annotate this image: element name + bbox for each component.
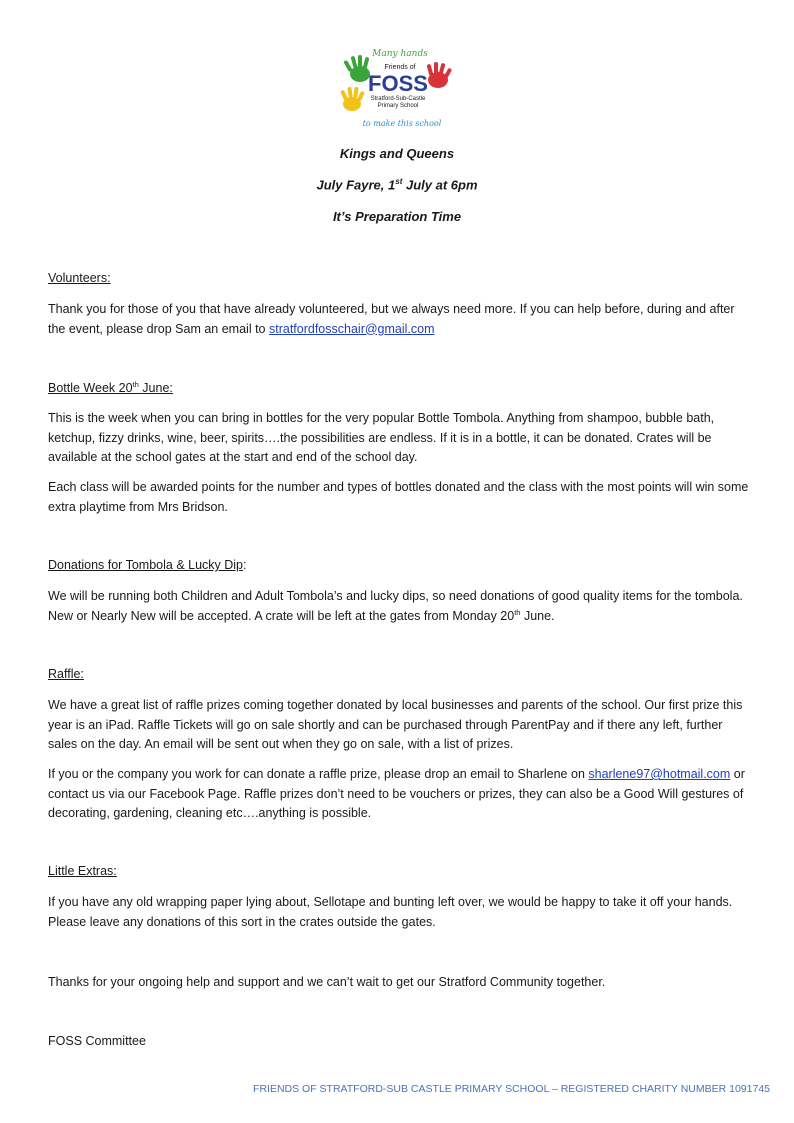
extras-heading: Little Extras:	[48, 864, 117, 878]
volunteers-text: Thank you for those of you that have already volunteered, but we always need more. If you can help before, during and after the event, please drop Sam an email to	[48, 302, 735, 336]
footer-charity-text: FRIENDS OF STRATFORD-SUB CASTLE PRIMARY SCHOOL – REGISTERED CHARITY NUMBER 1091745	[253, 1083, 770, 1095]
extras-paragraph: If you have any old wrapping paper lying about, Sellotape and bunting left over, we would be happy to take it off your hands. Please leave any donations of this sort in the crates outside the gates.	[48, 895, 733, 929]
raffle-paragraph-2	[48, 765, 753, 824]
bottle-week-paragraph-2: Each class will be awarded points for the number and types of bottles donated and the class with the most points will win some extra playtime from Mrs Bridson.	[48, 480, 749, 514]
raffle-heading: Raffle:	[48, 667, 84, 681]
logo-school-line1: Stratford-Sub-Castle	[370, 96, 426, 102]
donations-heading-colon: :	[243, 558, 247, 572]
donations-text-sup: th	[514, 607, 521, 617]
bottle-week-heading-prefix: Bottle Week 20	[48, 381, 133, 396]
logo-bottom-text: to make this school	[362, 119, 442, 128]
logo-school-line2: Primary School	[377, 103, 419, 109]
volunteers-email-link[interactable]: stratfordfosschair@gmail.com	[268, 321, 435, 336]
title-line2-sup: st	[395, 177, 403, 186]
bottle-week-heading-sup: th	[132, 380, 139, 389]
logo-top-text: Many hands	[372, 49, 428, 59]
yellow-hand-icon	[340, 87, 365, 111]
volunteers-paragraph	[48, 300, 753, 339]
title-line2-suffix: July at 6pm	[402, 177, 478, 193]
raffle-text-suffix: or contact us via our Facebook Page. Raffle prizes don’t need to be vouchers or prizes, they can also be a Good Will gestures of decorating, gardening, cleaning etc….anything is possible.	[48, 767, 745, 820]
title-kings-queens	[0, 146, 794, 161]
title-line1: Kings and Queens	[339, 146, 455, 161]
bottle-week-heading	[48, 380, 173, 395]
title-line2-prefix: July Fayre, 1	[316, 177, 396, 193]
donations-paragraph	[48, 587, 753, 626]
closing-thanks: Thanks for your ongoing help and support and we can’t wait to get our Stratford Community together.	[48, 975, 606, 989]
green-hand-icon	[343, 55, 370, 82]
title-preparation	[0, 209, 794, 224]
donations-heading	[48, 558, 247, 572]
bottle-week-heading-suffix: June:	[138, 381, 173, 396]
volunteers-heading: Volunteers:	[48, 271, 111, 285]
raffle-text-prefix: If you or the company you work for can donate a raffle prize, please drop an email to Sharlene on	[48, 767, 585, 781]
raffle-paragraph-1: We have a great list of raffle prizes coming together donated by local businesses and parents of the school. Our first prize this year is an iPad. Raffle Tickets will go on sale shortly and can be purchased through ParentPay and if there any left, further sales on the day. An email will be sent out when they go on sale, with a list of prizes.	[48, 698, 743, 751]
bottle-week-paragraph-1: This is the week when you can bring in bottles for the very popular Bottle Tombola. Anything from shampoo, bubble bath, ketchup, fizzy drinks, wine, beer, spirits….the possibilities are endless. If it is in a bottle, it can be donated. Crates will be available at the school gates at the start and end of the school day.	[48, 411, 715, 464]
foss-logo-graphic	[338, 44, 456, 136]
title-line3: It’s Preparation Time	[332, 209, 462, 224]
donations-text-suffix: June.	[520, 608, 555, 623]
raffle-email-link[interactable]: sharlene97@hotmail.com	[588, 767, 731, 781]
title-date	[0, 177, 794, 192]
red-hand-icon	[427, 62, 453, 88]
closing-signoff: FOSS Committee	[48, 1034, 146, 1048]
logo-friends-of: Friends of	[384, 64, 416, 71]
foss-logo	[338, 44, 456, 136]
donations-text-prefix: We will be running both Children and Adult Tombola’s and lucky dips, so need donations of good quality items for the tombola. New or Nearly New will be accepted. A crate will be left at the gates from Monday 20	[48, 589, 743, 623]
donations-heading-text: Donations for Tombola & Lucky Dip	[48, 558, 244, 572]
logo-acronym: FOSS	[368, 71, 428, 96]
